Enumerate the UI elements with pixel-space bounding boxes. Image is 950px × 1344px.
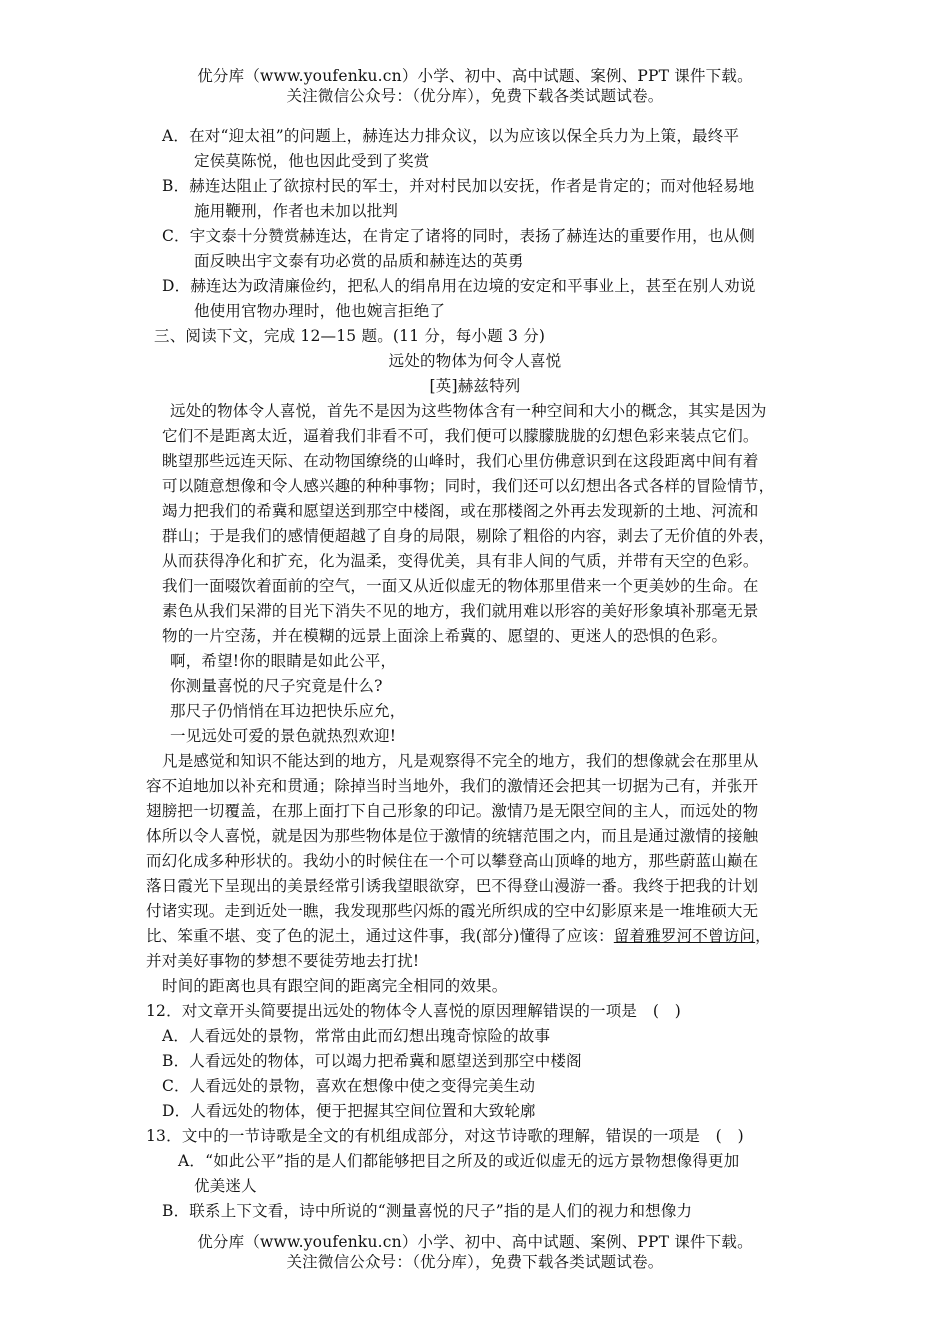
passage-title: 远处的物体为何令人喜悦 [388, 352, 562, 370]
q11-option-a-cont: 定侯莫陈悦，他也因此受到了奖赏 [194, 152, 430, 170]
para3-line: 时间的距离也具有跟空间的距离完全相同的效果。 [162, 977, 508, 995]
para2-line: 落日霞光下呈现出的美景经常引诱我望眼欲穿，巴不得登山漫游一番。我终于把我的计划 [146, 877, 759, 895]
footer-line-2: 关注微信公众号：（优分库），免费下载各类试题试卷。 [286, 1253, 664, 1271]
q12-option-a: A．人看远处的景物，常常由此而幻想出瑰奇惊险的故事 [162, 1027, 551, 1045]
para2-line: 付诸实现。走到近处一瞧，我发现那些闪烁的霞光所织成的空中幻影原来是一堆堆硕大无 [146, 902, 759, 920]
para2-line-suffix: ， [755, 927, 771, 945]
q11-option-b: B．赫连达阻止了欲掠村民的军士，并对村民加以安抚，作者是肯定的；而对他轻易地 [162, 177, 755, 195]
para2-line: 凡是感觉和知识不能达到的地方，凡是观察得不完全的地方，我们的想像就会在那里从 [162, 752, 759, 770]
para2-line: 并对美好事物的梦想不要徒劳地去打扰! [146, 952, 420, 970]
footer-line-1: 优分库（www.youfenku.cn）小学、初中、高中试题、案例、PPT 课件下载。 [197, 1233, 753, 1251]
q13-option-a: A．“如此公平”指的是人们都能够把目之所及的或近似虚无的远方景物想像得更加 [178, 1152, 740, 1170]
para1-line: 我们一面啜饮着面前的空气，一面又从近似虚无的物体那里借来一个更美妙的生命。在 [162, 577, 759, 595]
para2-line: 而幻化成多种形状的。我幼小的时候住在一个可以攀登高山顶峰的地方，那些蔚蓝山巅在 [146, 852, 759, 870]
poem-line: 一见远处可爱的景色就热烈欢迎! [170, 727, 397, 745]
para1-line: 从而获得净化和扩充，化为温柔，变得优美，具有非人间的气质，并带有天空的色彩。 [162, 552, 759, 570]
para1-line: 群山；于是我们的感情便超越了自身的局限，剔除了粗俗的内容，剥去了无价值的外表， [162, 527, 775, 545]
q11-option-d: D．赫连达为政清廉俭约，把私人的绢帛用在边境的安定和平事业上，甚至在别人劝说 [162, 277, 756, 295]
para2-line-text: 比、笨重不堪、变了色的泥土，通过这件事，我(部分)懂得了应该： [146, 927, 614, 945]
q11-option-c: C．宇文泰十分赞赏赫连达，在肯定了诸将的同时，表扬了赫连达的重要作用，也从侧 [162, 227, 755, 245]
header-line-1: 优分库（www.youfenku.cn）小学、初中、高中试题、案例、PPT 课件下载。 [197, 67, 753, 85]
poem-line: 啊，希望!你的眼睛是如此公平， [170, 652, 397, 670]
para1-line: 远处的物体令人喜悦，首先不是因为这些物体含有一种空间和大小的概念，其实是因为 [170, 402, 767, 420]
header-line-2: 关注微信公众号：（优分库），免费下载各类试题试卷。 [286, 87, 664, 105]
poem-line: 那尺子仍悄悄在耳边把快乐应允， [170, 702, 406, 720]
q13-option-a-cont: 优美迷人 [194, 1177, 257, 1195]
underlined-phrase: 留着雅罗河不曾访问 [613, 927, 756, 945]
para2-line-with-underline [146, 926, 771, 946]
section-heading: 三、阅读下文，完成 12—15 题。(11 分，每小题 3 分) [154, 327, 546, 345]
q12-option-b: B．人看远处的物体，可以竭力把希冀和愿望送到那空中楼阁 [162, 1052, 582, 1070]
para1-line: 它们不是距离太近，逼着我们非看不可，我们便可以朦朦胧胧的幻想色彩来装点它们。 [162, 427, 759, 445]
para1-line: 素色从我们呆滞的目光下消失不见的地方，我们就用难以形容的美好形象填补那毫无景 [162, 602, 759, 620]
q12-option-c: C．人看远处的景物，喜欢在想像中使之变得完美生动 [162, 1077, 536, 1095]
para1-line: 可以随意想像和令人感兴趣的种种事物；同时，我们还可以幻想出各式各样的冒险情节， [162, 477, 775, 495]
para1-line: 物的一片空荡，并在模糊的远景上面涂上希冀的、愿望的、更迷人的恐惧的色彩。 [162, 627, 728, 645]
para2-line: 翅膀把一切覆盖，在那上面打下自己形象的印记。激情乃是无限空间的主人，而远处的物 [146, 802, 759, 820]
para1-line: 竭力把我们的希冀和愿望送到那空中楼阁，或在那楼阁之外再去发现新的土地、河流和 [162, 502, 759, 520]
para1-line: 眺望那些远连天际、在动物国缭绕的山峰时，我们心里仿佛意识到在这段距离中间有着 [162, 452, 759, 470]
para2-line: 体所以令人喜悦，就是因为那些物体是位于激情的统辖范围之内，而且是通过激情的接触 [146, 827, 759, 845]
q11-option-a: A．在对“迎太祖”的问题上，赫连达力排众议，以为应该以保全兵力为上策，最终平 [162, 127, 740, 145]
q12-stem: 12．对文章开头简要提出远处的物体令人喜悦的原因理解错误的一项是 ( ) [146, 1002, 682, 1020]
poem-line: 你测量喜悦的尺子究竟是什么? [170, 677, 383, 695]
q11-option-c-cont: 面反映出宇文泰有功必赏的品质和赫连达的英勇 [194, 252, 524, 270]
q12-option-d: D．人看远处的物体，便于把握其空间位置和大致轮廓 [162, 1102, 536, 1120]
para2-line: 容不迫地加以补充和贯通；除掉当时当地外，我们的激情还会把其一切据为己有，并张开 [146, 777, 759, 795]
q11-option-d-cont: 他使用官物办理时，他也婉言拒绝了 [194, 302, 446, 320]
q13-option-b: B．联系上下文看，诗中所说的“测量喜悦的尺子”指的是人们的视力和想像力 [162, 1202, 693, 1220]
passage-author: [英]赫兹特列 [429, 377, 521, 395]
q11-option-b-cont: 施用鞭刑，作者也未加以批判 [194, 202, 399, 220]
q13-stem: 13．文中的一节诗歌是全文的有机组成部分，对这节诗歌的理解，错误的一项是 ( ) [146, 1127, 744, 1145]
